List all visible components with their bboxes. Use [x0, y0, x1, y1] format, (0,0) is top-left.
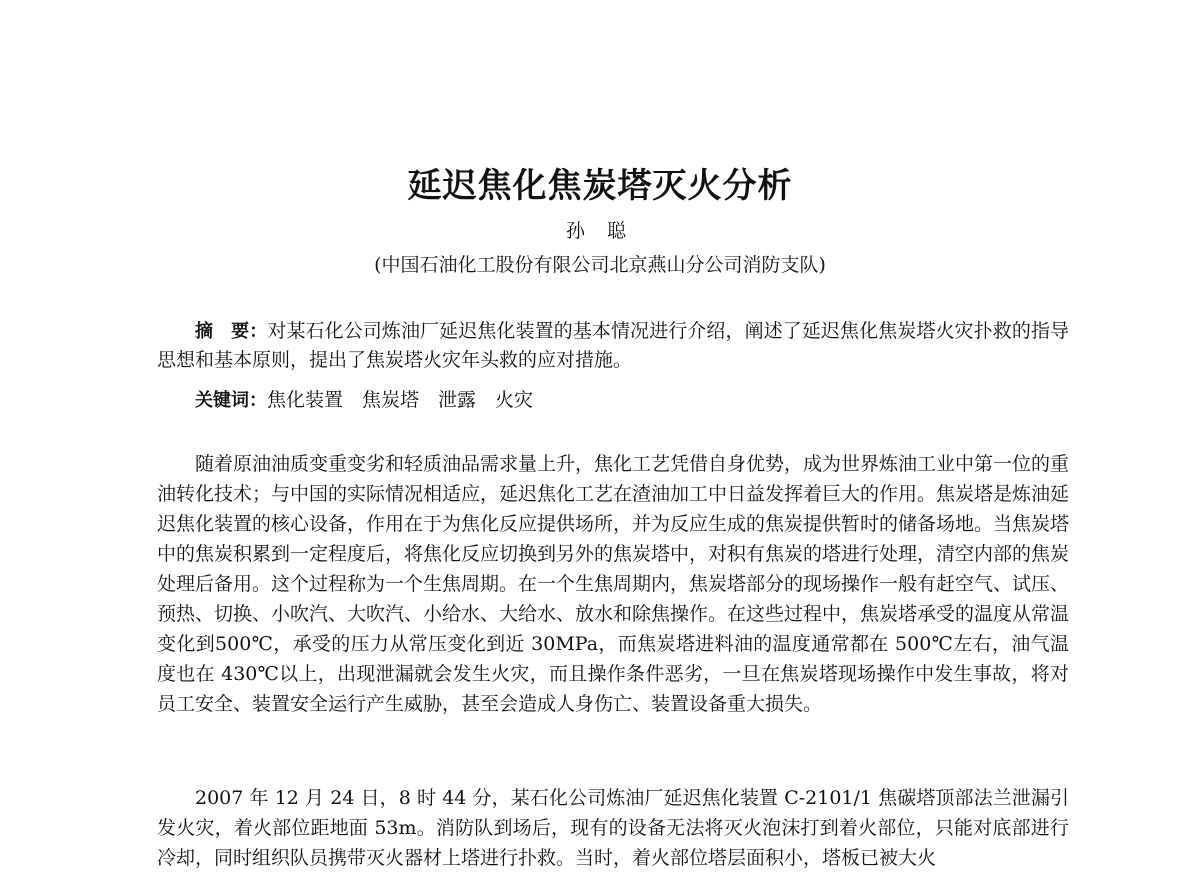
abstract-label: 摘 要：: [195, 321, 268, 342]
author-name: 孙 聪: [565, 220, 635, 242]
keywords-label: 关键词：: [195, 390, 267, 411]
body-paragraph-2: 2007 年 12 月 24 日，8 时 44 分，某石化公司炼油厂延迟焦化装置 C-2101/1 焦碳塔顶部法兰泄漏引发火灾，着火部位距地面 53m。消防队到场后，现有的设备无法将灭火泡沫打到着火部位，只能对底部进行冷却，同时组织队员携带灭火器材上塔进行扑救。当时，着火部位塔层面积小，塔板已被大火: [157, 787, 1069, 869]
keywords: [157, 386, 1069, 415]
keywords-text: 焦化装置 焦炭塔 泄露 火灾: [267, 389, 534, 411]
abstract: [157, 317, 1069, 375]
paper-title: 延迟焦化焦炭塔灭火分析: [407, 166, 793, 206]
author-affiliation: (中国石油化工股份有限公司北京燕山分公司消防支队): [374, 254, 826, 276]
body-paragraph-1: 随着原油油质变重变劣和轻质油品需求量上升，焦化工艺凭借自身优势，成为世界炼油工业中第一位的重油转化技术；与中国的实际情况相适应，延迟焦化工艺在渣油加工中日益发挥着巨大的作用。焦炭塔是炼油延迟焦化装置的核心设备，作用在于为焦化反应提供场所，并为反应生成的焦炭提供暂时的储备场地。当焦炭塔中的焦炭积累到一定程度后，将焦化反应切换到另外的焦炭塔中，对积有焦炭的塔进行处理，清空内部的焦炭处理后备用。这个过程称为一个生焦周期。在一个生焦周期内，焦炭塔部分的现场操作一般有赶空气、试压、预热、切换、小吹汽、大吹汽、小给水、大给水、放水和除焦操作。在这些过程中，焦炭塔承受的温度从常温变化到500℃，承受的压力从常压变化到近 30MPa，而焦炭塔进料油的温度通常都在 500℃左右，油气温度也在 430℃以上，出现泄漏就会发生火灾，而且操作条件恶劣，一旦在焦炭塔现场操作中发生事故，将对员工安全、装置安全运行产生威胁，甚至会造成人身伤亡、装置设备重大损失。: [157, 453, 1070, 715]
abstract-text: 对某石化公司炼油厂延迟焦化装置的基本情况进行介绍，阐述了延迟焦化焦炭塔火灾扑救的指导思想和基本原则，提出了焦炭塔火灾年头救的应对措施。: [157, 320, 1069, 371]
